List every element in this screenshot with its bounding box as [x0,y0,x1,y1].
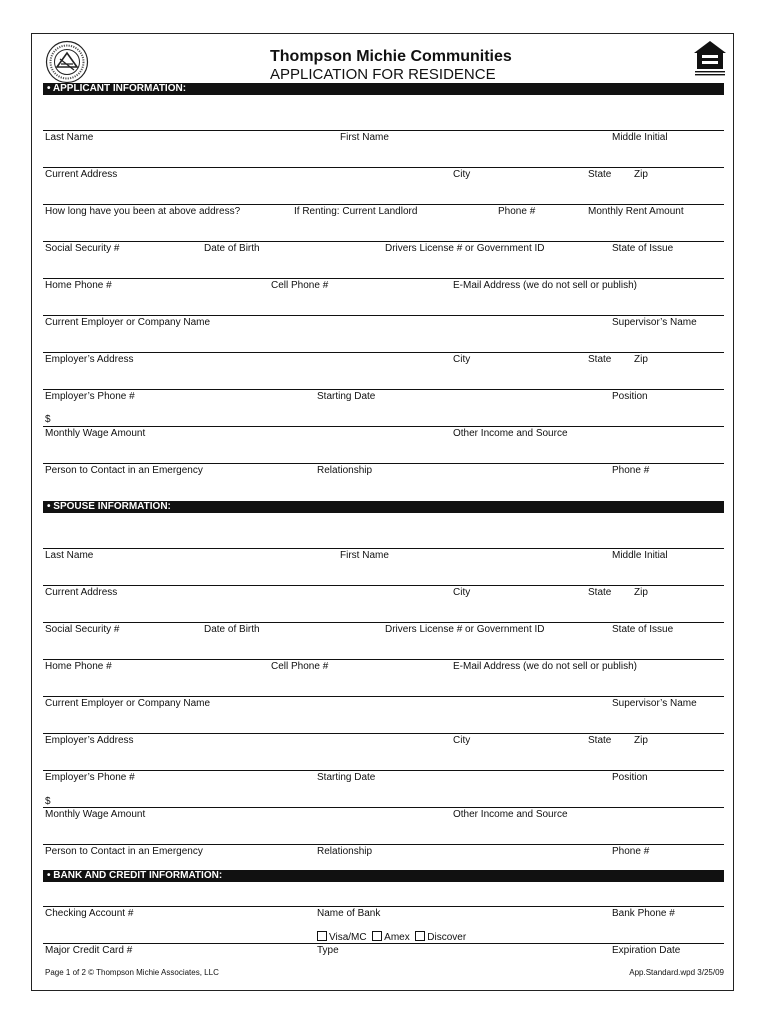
field-line[interactable] [43,906,724,907]
label-spouse-employer-city: City [453,735,471,746]
label-employer-zip: Zip [634,354,648,365]
field-line[interactable] [43,659,724,660]
label-starting-date: Starting Date [317,391,376,402]
section-header-applicant: • APPLICANT INFORMATION: [43,83,724,95]
spouse-dollar-sign: $ [45,796,51,807]
dollar-sign: $ [45,414,51,425]
field-line[interactable] [43,204,724,205]
field-line[interactable] [43,622,724,623]
label-spouse-monthly-wage: Monthly Wage Amount [45,809,146,820]
label-ssn: Social Security # [45,243,120,254]
label-spouse-city: City [453,587,471,598]
label-spouse-position: Position [612,772,648,783]
label-spouse-state: State [588,587,612,598]
field-line[interactable] [43,770,724,771]
label-middle-initial: Middle Initial [612,132,668,143]
label-spouse-license: Drivers License # or Government ID [385,624,545,635]
label-supervisor: Supervisor’s Name [612,317,697,328]
field-line[interactable] [43,733,724,734]
visa-mc-label: Visa/MC [329,932,367,943]
label-employer-state: State [588,354,612,365]
amex-checkbox[interactable] [372,931,382,941]
label-spouse-employer-address: Employer’s Address [45,735,134,746]
field-line[interactable] [43,548,724,549]
label-spouse-employer-zip: Zip [634,735,648,746]
label-employer-address: Employer’s Address [45,354,134,365]
label-city: City [453,169,471,180]
label-spouse-ssn: Social Security # [45,624,120,635]
label-home-phone: Home Phone # [45,280,112,291]
card-type-options [317,931,466,943]
field-line[interactable] [43,315,724,316]
label-bank-phone: Bank Phone # [612,908,675,919]
label-email: E-Mail Address (we do not sell or publish) [453,280,637,291]
label-spouse-supervisor: Supervisor’s Name [612,698,697,709]
field-line[interactable] [43,241,724,242]
field-line[interactable] [43,426,724,427]
label-current-address: Current Address [45,169,118,180]
label-bank-name: Name of Bank [317,908,381,919]
field-line[interactable] [43,463,724,464]
label-spouse-emergency-phone: Phone # [612,846,650,857]
form-title: APPLICATION FOR RESIDENCE [270,66,496,83]
label-state-of-issue: State of Issue [612,243,674,254]
field-line[interactable] [43,844,724,845]
label-spouse-employer-phone: Employer’s Phone # [45,772,135,783]
discover-checkbox[interactable] [415,931,425,941]
label-expiration-date: Expiration Date [612,945,681,956]
field-line[interactable] [43,585,724,586]
label-spouse-relationship: Relationship [317,846,373,857]
company-title: Thompson Michie Communities [270,48,512,65]
label-spouse-last-name: Last Name [45,550,94,561]
label-spouse-state-of-issue: State of Issue [612,624,674,635]
label-spouse-address: Current Address [45,587,118,598]
label-dob: Date of Birth [204,243,260,254]
label-spouse-employer: Current Employer or Company Name [45,698,211,709]
label-card-type: Type [317,945,339,956]
label-first-name: First Name [340,132,389,143]
footer-file-version: App.Standard.wpd 3/25/09 [629,968,724,977]
label-employer-city: City [453,354,471,365]
label-emergency-phone: Phone # [612,465,650,476]
field-line[interactable] [43,167,724,168]
label-other-income: Other Income and Source [453,428,568,439]
label-relationship: Relationship [317,465,373,476]
label-landlord-phone: Phone # [498,206,536,217]
amex-label: Amex [384,932,410,943]
section-header-bank: • BANK AND CREDIT INFORMATION: [43,870,724,882]
field-line[interactable] [43,696,724,697]
label-spouse-middle-initial: Middle Initial [612,550,668,561]
field-line[interactable] [43,278,724,279]
label-spouse-emergency-contact: Person to Contact in an Emergency [45,846,203,857]
label-spouse-other-income: Other Income and Source [453,809,568,820]
label-zip: Zip [634,169,648,180]
label-spouse-home-phone: Home Phone # [45,661,112,672]
label-spouse-dob: Date of Birth [204,624,260,635]
label-current-landlord: If Renting: Current Landlord [294,206,418,217]
label-employer-phone: Employer’s Phone # [45,391,135,402]
section-header-spouse: • SPOUSE INFORMATION: [43,501,724,513]
label-spouse-email: E-Mail Address (we do not sell or publish) [453,661,637,672]
label-cell-phone: Cell Phone # [271,280,329,291]
label-spouse-employer-state: State [588,735,612,746]
label-position: Position [612,391,648,402]
label-emergency-contact: Person to Contact in an Emergency [45,465,203,476]
discover-label: Discover [427,932,467,943]
label-spouse-first-name: First Name [340,550,389,561]
label-employer: Current Employer or Company Name [45,317,211,328]
label-credit-card: Major Credit Card # [45,945,133,956]
label-spouse-zip: Zip [634,587,648,598]
label-last-name: Last Name [45,132,94,143]
label-license: Drivers License # or Government ID [385,243,545,254]
label-how-long: How long have you been at above address? [45,206,241,217]
label-monthly-rent: Monthly Rent Amount [588,206,684,217]
equal-housing-opportunity-icon [690,39,730,77]
field-line[interactable] [43,352,724,353]
visa-mc-checkbox[interactable] [317,931,327,941]
label-monthly-wage: Monthly Wage Amount [45,428,146,439]
label-spouse-starting-date: Starting Date [317,772,376,783]
field-line[interactable] [43,943,724,944]
field-line[interactable] [43,807,724,808]
field-line[interactable] [43,389,724,390]
field-line[interactable] [43,130,724,131]
label-state: State [588,169,612,180]
company-seal-icon [45,40,89,84]
label-spouse-cell-phone: Cell Phone # [271,661,329,672]
label-checking-account: Checking Account # [45,908,134,919]
footer-page-copyright: Page 1 of 2 © Thompson Michie Associates, LLC [45,968,219,977]
